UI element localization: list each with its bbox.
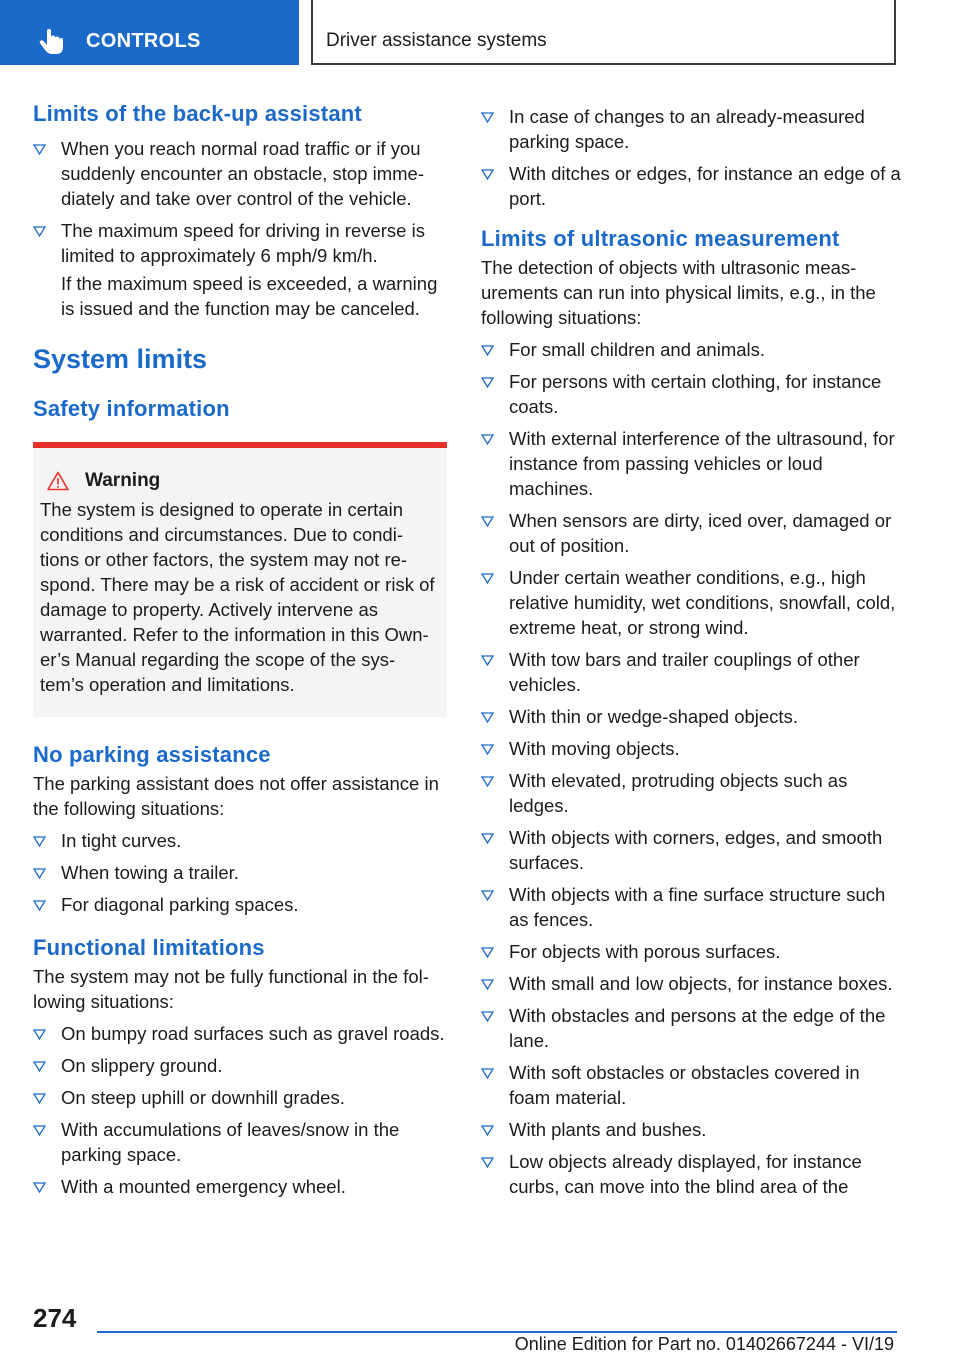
triangle-bullet-icon (481, 712, 494, 723)
warning-triangle-icon (47, 471, 69, 491)
list-item: In tight curves. (33, 828, 447, 853)
triangle-bullet-icon (481, 434, 494, 445)
triangle-bullet-icon (481, 744, 494, 755)
list-item: With accumulations of leaves/snow in the parking space. (33, 1117, 447, 1167)
triangle-bullet-icon (33, 900, 46, 911)
triangle-bullet-icon (33, 1125, 46, 1136)
ultrasonic-intro: The detection of objects with ultrasonic meas‐ urements can run into physical limits, e.g., in the following situations: (481, 257, 876, 328)
section-label: CONTROLS (86, 30, 201, 52)
triangle-bullet-icon (33, 836, 46, 847)
triangle-bullet-icon (481, 776, 494, 787)
no-parking-list (33, 828, 447, 917)
triangle-bullet-icon (481, 112, 494, 123)
heading-system-limits: System limits (33, 344, 208, 374)
triangle-bullet-icon (481, 655, 494, 666)
triangle-bullet-icon (481, 573, 494, 584)
footer-rule (97, 1331, 897, 1333)
functional-intro: The system may not be fully functional in the fol‐ lowing situations: (33, 966, 429, 1012)
triangle-bullet-icon (481, 1011, 494, 1022)
ultrasonic-list (481, 337, 901, 1199)
heading-no-parking-assistance: No parking assistance (33, 742, 271, 767)
triangle-bullet-icon (33, 1061, 46, 1072)
triangle-bullet-icon (481, 1125, 494, 1136)
list-item: With tow bars and trailer couplings of other vehicles. (481, 647, 901, 697)
list-item: When you reach normal road traffic or if you suddenly encounter an obstacle, stop imme‐ diately and take over control of the vehicle. (33, 136, 447, 211)
list-item: With soft obstacles or obstacles covered in foam material. (481, 1060, 901, 1110)
warning-title: Warning (85, 470, 161, 491)
list-item: With ditches or edges, for instance an edge of a port. (481, 161, 901, 211)
list-item: With moving objects. (481, 736, 901, 761)
list-item: For diagonal parking spaces. (33, 892, 447, 917)
triangle-bullet-icon (33, 144, 46, 155)
triangle-bullet-icon (481, 377, 494, 388)
list-item: With elevated, protruding objects such as ledges. (481, 768, 901, 818)
list-item: With plants and bushes. (481, 1117, 901, 1142)
hand-pointer-icon (38, 28, 66, 56)
page-title: Driver assistance systems (326, 30, 547, 51)
triangle-bullet-icon (481, 979, 494, 990)
triangle-bullet-icon (481, 1068, 494, 1079)
left-column (33, 98, 447, 1206)
list-item: On slippery ground. (33, 1053, 447, 1078)
list-item: With external interference of the ultrasound, for instance from passing vehicles or loud machines. (481, 426, 901, 501)
backup-limits-list (33, 136, 447, 268)
triangle-bullet-icon (33, 1093, 46, 1104)
list-item: Low objects already displayed, for instance curbs, can move into the blind area of the (481, 1149, 901, 1199)
list-item: For persons with certain clothing, for instance coats. (481, 369, 901, 419)
warning-text: The system is designed to operate in certain conditions and circumstances. Due to condi‐ tions or other factors, the system may not re‐ spond. There may be a risk of accident or risk of damage to property. Actively intervene as warranted. Refer to the information in this Own‐ er’s Manual regarding the scope of the sys‐ tem’s operation and limitations. (40, 499, 435, 695)
list-item: On steep uphill or downhill grades. (33, 1085, 447, 1110)
list-item: When towing a trailer. (33, 860, 447, 885)
list-item: With objects with a fine surface structure such as fences. (481, 882, 901, 932)
no-parking-intro: The parking assistant does not offer assistance in the following situations: (33, 773, 439, 819)
list-item: Under certain weather conditions, e.g., high relative humidity, wet conditions, snowfall, cold, extreme heat, or strong wind. (481, 565, 901, 640)
triangle-bullet-icon (481, 833, 494, 844)
triangle-bullet-icon (33, 1182, 46, 1193)
right-column (481, 98, 901, 1206)
triangle-bullet-icon (481, 516, 494, 527)
triangle-bullet-icon (481, 345, 494, 356)
triangle-bullet-icon (481, 1157, 494, 1168)
triangle-bullet-icon (33, 868, 46, 879)
heading-ultrasonic-limits: Limits of ultrasonic measurement (481, 226, 840, 251)
functional-list (33, 1021, 447, 1199)
heading-functional-limitations: Functional limitations (33, 935, 265, 960)
list-item: When sensors are dirty, iced over, damaged or out of position. (481, 508, 901, 558)
triangle-bullet-icon (481, 947, 494, 958)
list-item: With thin or wedge-shaped objects. (481, 704, 901, 729)
triangle-bullet-icon (33, 226, 46, 237)
triangle-bullet-icon (481, 169, 494, 180)
heading-safety-information: Safety information (33, 396, 230, 421)
list-item: On bumpy road surfaces such as gravel roads. (33, 1021, 447, 1046)
triangle-bullet-icon (481, 890, 494, 901)
warning-header (40, 470, 439, 492)
list-item: With objects with corners, edges, and smooth surfaces. (481, 825, 901, 875)
triangle-bullet-icon (33, 1029, 46, 1040)
list-item: The maximum speed for driving in reverse is limited to approximately 6 mph/9 km/h. (33, 218, 447, 268)
footer-edition: Online Edition for Part no. 01402667244 - VI/19 (514, 1334, 894, 1354)
list-item: For small children and animals. (481, 337, 901, 362)
page-number: 274 (33, 1303, 77, 1333)
parking-space-list (481, 104, 901, 211)
backup-limits-note: If the maximum speed is exceeded, a warning is issued and the function may be canceled. (61, 273, 438, 319)
list-item: For objects with porous surfaces. (481, 939, 901, 964)
list-item: With obstacles and persons at the edge of the lane. (481, 1003, 901, 1053)
heading-backup-limits: Limits of the back-up assistant (33, 101, 362, 126)
section-tab (0, 0, 299, 65)
list-item: In case of changes to an already-measured parking space. (481, 104, 901, 154)
list-item: With small and low objects, for instance boxes. (481, 971, 901, 996)
warning-box (33, 442, 447, 717)
list-item: With a mounted emergency wheel. (33, 1174, 447, 1199)
